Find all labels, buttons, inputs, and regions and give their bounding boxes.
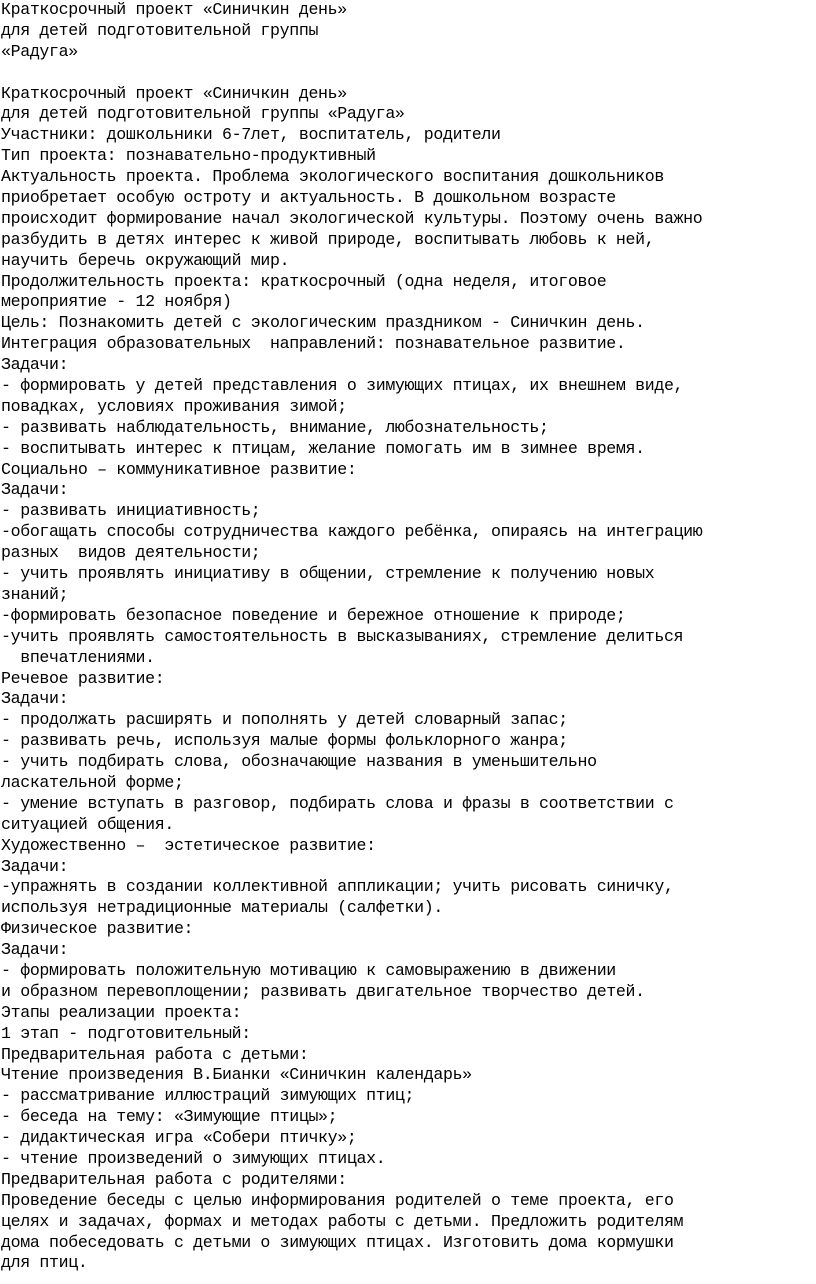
document-line: -упражнять в создании коллективной аппликации; учить рисовать синичку, <box>1 877 674 897</box>
document-line: -учить проявлять самостоятельность в высказываниях, стремление делиться <box>1 626 684 646</box>
document-line: происходит формирование начал экологической культуры. Поэтому очень важно <box>1 208 703 228</box>
document-line: целях и задачах, формах и методах работы с детьми. Предложить родителям <box>1 1211 684 1231</box>
document-line: Задачи: <box>1 480 69 500</box>
document-line: используя нетрадиционные материалы (салфетки). <box>1 898 443 918</box>
document-line: - умение вступать в разговор, подбирать слова и фразы в соответствии с <box>1 793 674 813</box>
document-line: Задачи: <box>1 355 69 375</box>
document-line: Проведение беседы с целью информирования родителей о теме проекта, его <box>1 1190 674 1210</box>
document-line: - развивать речь, используя малые формы фольклорного жанра; <box>1 731 568 751</box>
document-line: Продолжительность проекта: краткосрочный (одна неделя, итоговое <box>1 271 607 291</box>
document-line: Предварительная работа с детьми: <box>1 1044 309 1064</box>
document-line: «Радуга» <box>1 41 78 61</box>
document-line: ситуацией общения. <box>1 814 174 834</box>
document-line: - чтение произведений о зимующих птицах. <box>1 1148 386 1168</box>
document-line: - рассматривание иллюстраций зимующих птиц; <box>1 1086 415 1106</box>
document-line: знаний; <box>1 584 69 604</box>
document-line: и образном перевоплощении; развивать двигательное творчество детей. <box>1 981 645 1001</box>
document-line: приобретает особую остроту и актуальность. В дошкольном возрасте <box>1 188 616 208</box>
document-line: Предварительная работа с родителями: <box>1 1169 347 1189</box>
document-line: для птиц. <box>1 1253 88 1273</box>
document-line: - воспитывать интерес к птицам, желание помогать им в зимнее время. <box>1 438 645 458</box>
document-line: -обогащать способы сотрудничества каждого ребёнка, опираясь на интеграцию <box>1 522 703 542</box>
document-line: - развивать наблюдательность, внимание, любознательность; <box>1 417 549 437</box>
document-line: -формировать безопасное поведение и бережное отношение к природе; <box>1 605 626 625</box>
document-line: Актуальность проекта. Проблема экологического воспитания дошкольников <box>1 167 664 187</box>
document-line: Чтение произведения В.Бианки «Синичкин календарь» <box>1 1065 472 1085</box>
document-line: Социально – коммуникативное развитие: <box>1 459 357 479</box>
document-line: Задачи: <box>1 689 69 709</box>
document-line: - развивать инициативность; <box>1 501 261 521</box>
document-line: Художественно – эстетическое развитие: <box>1 835 376 855</box>
document-line: - продолжать расширять и пополнять у детей словарный запас; <box>1 710 568 730</box>
document-line: ласкательной форме; <box>1 772 184 792</box>
document-line: - учить проявлять инициативу в общении, стремление к получению новых <box>1 564 655 584</box>
document-line: повадках, условиях проживания зимой; <box>1 396 347 416</box>
document-line: Участники: дошкольники 6-7лет, воспитатель, родители <box>1 125 501 145</box>
document-line: Интеграция образовательных направлений: познавательное развитие. <box>1 334 626 354</box>
document-line: Этапы реализации проекта: <box>1 1002 242 1022</box>
document-line: Краткосрочный проект «Синичкин день» <box>1 83 347 103</box>
document-line: впечатлениями. <box>1 647 155 667</box>
document-line: - формировать положительную мотивацию к самовыражению в движении <box>1 960 616 980</box>
document-line: для детей подготовительной группы «Радуга» <box>1 104 405 124</box>
document-line: Физическое развитие: <box>1 919 194 939</box>
document-line: - беседа на тему: «Зимующие птицы»; <box>1 1107 338 1127</box>
document-line: Краткосрочный проект «Синичкин день» <box>1 0 347 19</box>
document-line: - дидактическая игра «Собери птичку»; <box>1 1128 357 1148</box>
document-line: разбудить в детях интерес к живой природе, воспитывать любовь к ней, <box>1 229 655 249</box>
document-line: Задачи: <box>1 940 69 960</box>
document-line <box>1 63 816 84</box>
document-line: дома побеседовать с детьми о зимующих птицах. Изготовить дома кормушки <box>1 1232 674 1252</box>
document-line: 1 этап - подготовительный: <box>1 1023 251 1043</box>
document-line: научить беречь окружающий мир. <box>1 250 290 270</box>
document-line: мероприятие - 12 ноября) <box>1 292 232 312</box>
document-line: Речевое развитие: <box>1 668 165 688</box>
document-line: Цель: Познакомить детей с экологическим праздником - Синичкин день. <box>1 313 645 333</box>
document-line: разных видов деятельности; <box>1 543 261 563</box>
document-line: для детей подготовительной группы <box>1 20 319 40</box>
document-line: Задачи: <box>1 856 69 876</box>
document-line: - учить подбирать слова, обозначающие названия в уменьшительно <box>1 752 597 772</box>
document-line: - формировать у детей представления о зимующих птицах, их внешнем виде, <box>1 376 684 396</box>
document-line: Тип проекта: познавательно-продуктивный <box>1 146 376 166</box>
